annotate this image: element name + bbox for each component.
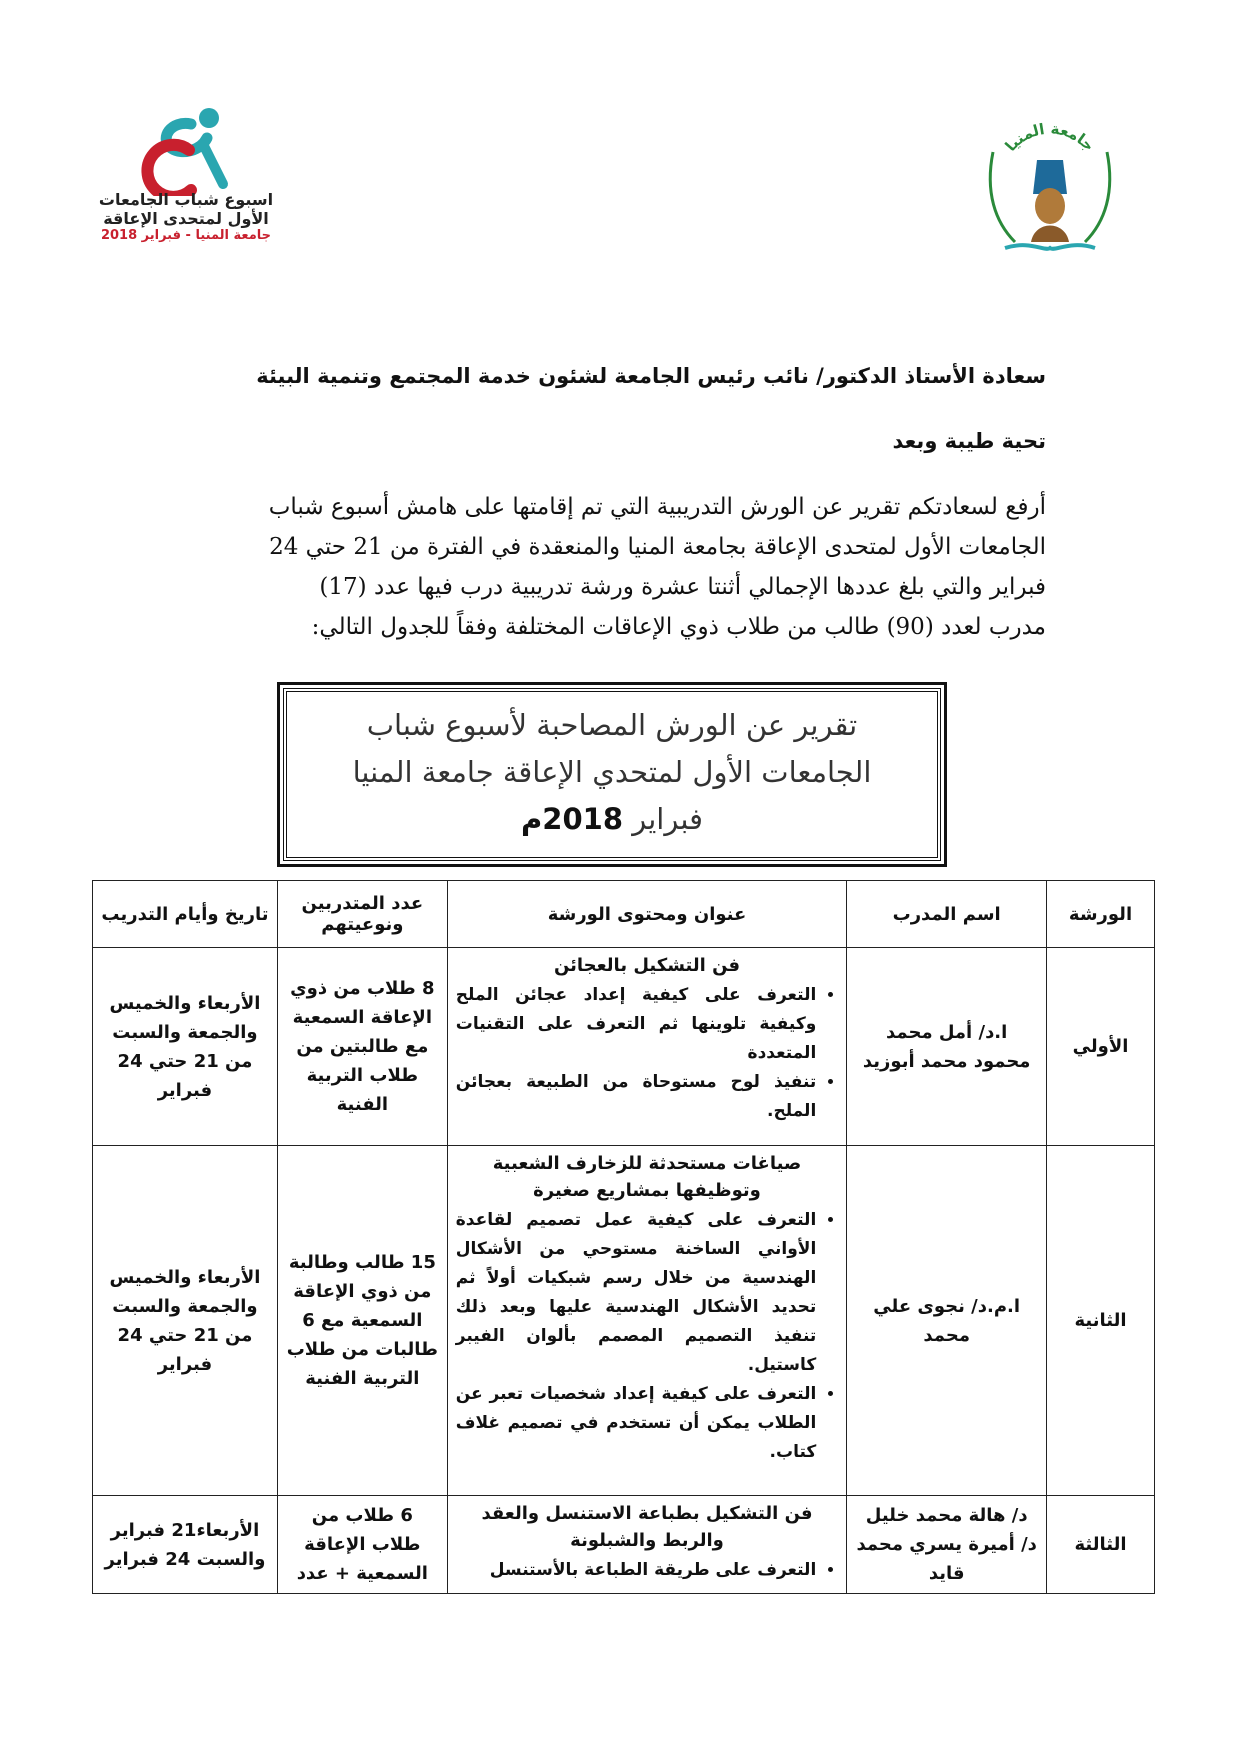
logo-arc-text: جامعة المنيا [1001, 119, 1099, 155]
content-bullets [456, 1556, 839, 1585]
report-title-line-2: الجامعات الأول لمتحدي الإعاقة جامعة المنيا [352, 755, 872, 789]
workshop-title: فن التشكيل بطباعة الاستنسل والعقد والربط والشبلونة [481, 1503, 813, 1551]
svg-text:جامعة المنيا [1001, 120, 1098, 155]
logo-line-3: جامعة المنيا - فبراير 2018 [100, 228, 272, 243]
workshop-title: صياغات مستحدثة للزخارف الشعبية وتوظيفها بمشاريع صغيرة [492, 1153, 802, 1201]
content-cell [447, 1496, 847, 1594]
table-header-row [93, 881, 1155, 948]
list-item: • التعرف على طريقة الطباعة بالأستنسل [456, 1556, 817, 1585]
addressee-heading: سعادة الأستاذ الدكتور/ نائب رئيس الجامعة لشئون خدمة المجتمع وتنمية البيئة [256, 364, 1046, 388]
paragraph-line: مدرب لعدد (90) طالب من طلاب ذوي الإعاقات المختلفة وفقاً للجدول التالي: [311, 614, 1046, 640]
list-item: • التعرف على كيفية عمل تصميم لقاعدة الأواني الساخنة مستوحي من الأشكال الهندسية من خلال رسم شبكيات أولاً ثم تحديد الأشكال الهندسية عليها وبعد ذلك تنفيذ التصميم المصمم بألوان الفيبر كاستيل. [456, 1206, 817, 1380]
workshop-cell: الثانية [1047, 1146, 1155, 1496]
report-title-year: 2018م [521, 802, 623, 836]
workshop-title: فن التشكيل بالعجائن [553, 955, 741, 976]
dates-cell: الأربعاء والخميس والجمعة والسبت من 21 حتي 24 فبراير [93, 948, 278, 1146]
workshop-cell: الثالثة [1047, 1496, 1155, 1594]
report-title-line-3 [287, 796, 937, 843]
workshops-table [92, 880, 1155, 1594]
university-logo [975, 102, 1125, 262]
table-row [93, 1496, 1155, 1594]
content-bullets [456, 1206, 839, 1467]
paragraph-line: الجامعات الأول لمتحدى الإعاقة بجامعة المنيا والمنعقدة في الفترة من 21 حتي 24 [269, 534, 1046, 560]
paragraph-line: أرفع لسعادتكم تقرير عن الورش التدريبية التي تم إقامتها على هامش أسبوع شباب [268, 494, 1046, 520]
content-cell [447, 948, 847, 1146]
header-workshop: الورشة [1047, 881, 1155, 948]
list-item: • التعرف على كيفية إعداد عجائن الملح وكيفية تلوينها ثم التعرف على التقنيات المتعددة [456, 981, 817, 1068]
report-title-line-1: تقرير عن الورش المصاحبة لأسبوع شباب [366, 708, 858, 742]
header-trainer: اسم المدرب [847, 881, 1047, 948]
report-title-month: فبراير [632, 802, 703, 836]
table-row [93, 1146, 1155, 1496]
wheelchair-figure-icon [131, 104, 241, 196]
intro-paragraph [188, 487, 1046, 647]
logo-line-2: الأول لمتحدى الإعاقة [103, 209, 269, 228]
logo-line-1: اسبوع شباب الجامعات [98, 190, 274, 209]
table-row [93, 948, 1155, 1146]
paragraph-line: فبراير والتي بلغ عددها الإجمالي أثنتا عشرة ورشة تدريبية درب فيها عدد (17) [319, 574, 1046, 600]
header-trainees: عدد المتدربين ونوعيتهم [277, 881, 447, 948]
content-cell [447, 1146, 847, 1496]
greeting-heading: تحية طيبة وبعد [892, 429, 1046, 453]
report-title-box [283, 688, 941, 861]
header-dates: تاريخ وأيام التدريب [93, 881, 278, 948]
event-logo [96, 104, 276, 274]
list-item: • تنفيذ لوح مستوحاة من الطبيعة بعجائن الملح. [456, 1068, 817, 1126]
dates-cell: الأربعاء والخميس والجمعة والسبت من 21 حتي 24 فبراير [93, 1146, 278, 1496]
list-item: • التعرف على كيفية إعداد شخصيات تعبر عن الطلاب يمكن أن تستخدم في تصميم غلاف كتاب. [456, 1380, 817, 1467]
trainees-cell: 6 طلاب من طلاب الإعاقة السمعية + عدد [277, 1496, 447, 1594]
trainees-cell: 15 طالب وطالبة من ذوي الإعاقة السمعية مع 6 طالبات من طلاب التربية الفنية [277, 1146, 447, 1496]
content-bullets [456, 981, 839, 1126]
nefertiti-emblem-icon [975, 102, 1125, 262]
header-content: عنوان ومحتوى الورشة [447, 881, 847, 948]
trainer-cell: د/ هالة محمد خليل د/ أميرة يسري محمد قايد [847, 1496, 1047, 1594]
trainer-cell: ا.د/ أمل محمد محمود محمد أبوزيد [847, 948, 1047, 1146]
trainer-cell: ا.م.د/ نجوى علي محمد [847, 1146, 1047, 1496]
trainees-cell: 8 طلاب من ذوي الإعاقة السمعية مع طالبتين من طلاب التربية الفنية [277, 948, 447, 1146]
workshop-cell: الأولي [1047, 948, 1155, 1146]
dates-cell: الأربعاء21 فبراير والسبت 24 فبراير [93, 1496, 278, 1594]
